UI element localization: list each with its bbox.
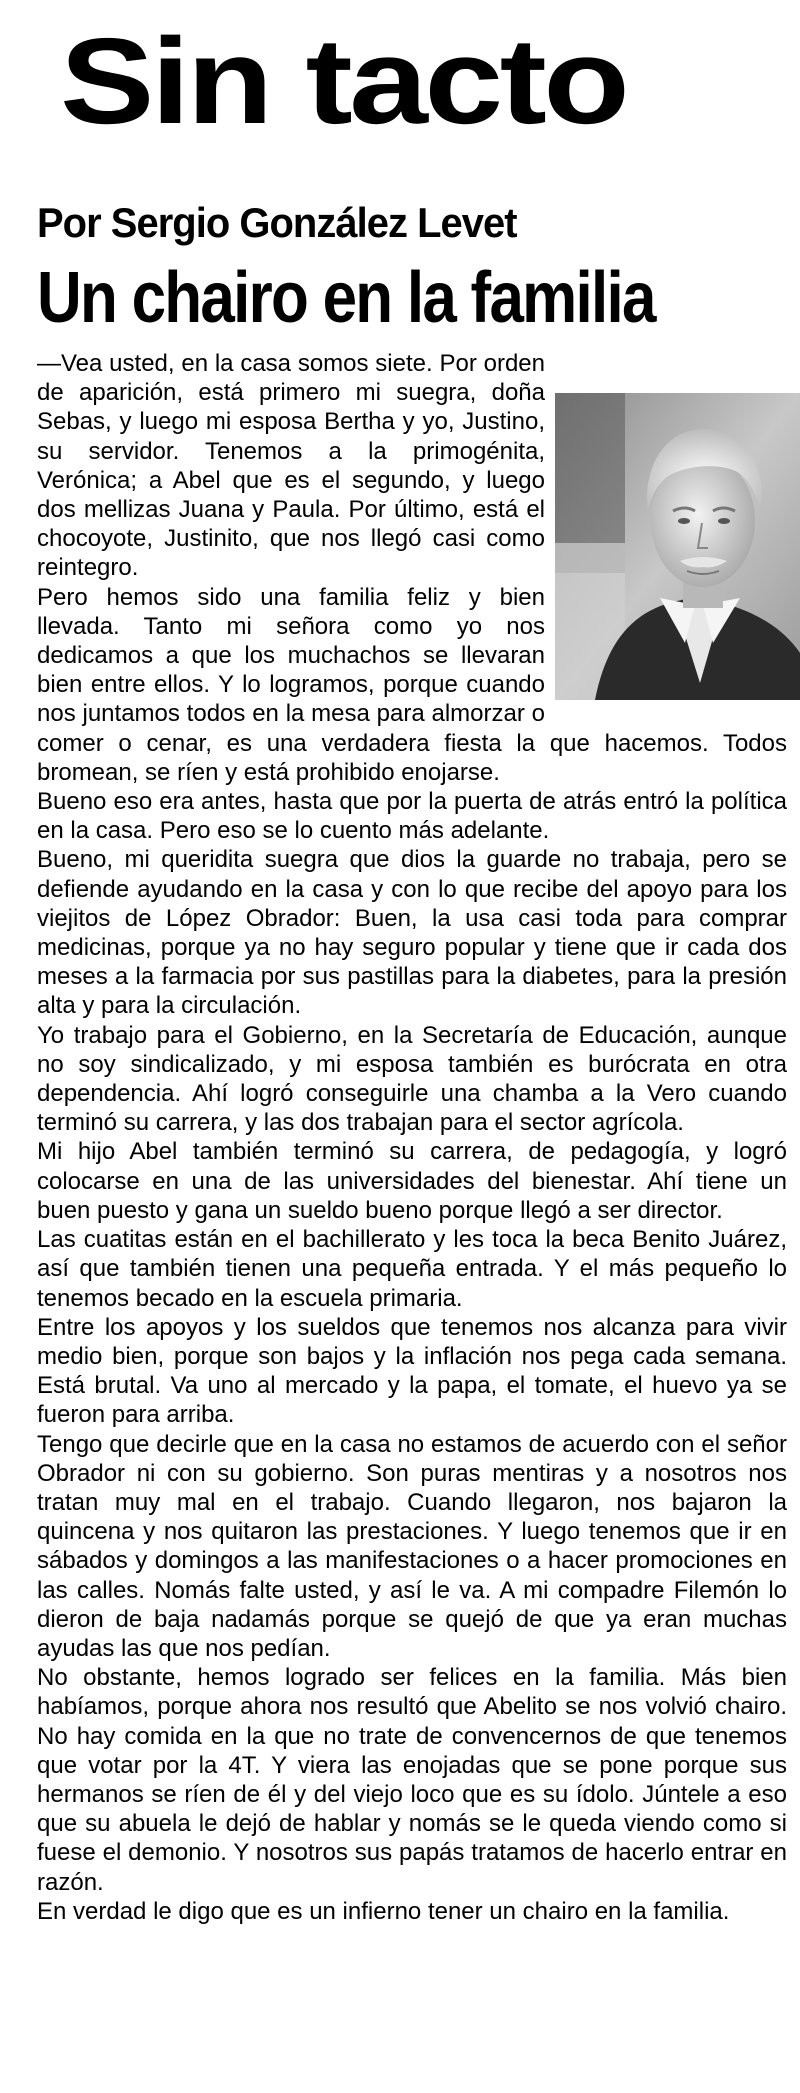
paragraph-11: En verdad le digo que es un infierno tener un chairo en la familia.	[37, 1897, 730, 1925]
paragraph-1: —Vea usted, en la casa somos siete. Por orden de aparición, está primero mi suegra, doña Sebas, y luego mi esposa Bertha y yo, Justino, su servidor. Tenemos a la primogénita, Verónica; a Abel que es el segundo, y luego dos mellizas Juana y Paula. Por último, está el chocoyote, Justinito, que nos llegó casi como reintegro.	[37, 350, 545, 582]
paragraph-2: Pero hemos sido una familia feliz y bien llevada. Tanto mi señora como yo nos dedicamos a que los muchachos se llevaran bien entre ellos. Y lo logramos, porque cuando nos juntamos todos en la mesa para almorzar o comer o cenar, es una verdadera fiesta la que hacemos. Todos bromean, se ríen y está prohibido enojarse.	[37, 583, 787, 786]
paragraph-3: Bueno eso era antes, hasta que por la puerta de atrás entró la política en la casa. Pero eso se lo cuento más adelante.	[37, 788, 787, 845]
byline: Por Sergio González Levet	[37, 199, 517, 246]
headline: Un chairo en la familia	[37, 258, 655, 338]
paragraph-9: Tengo que decirle que en la casa no estamos de acuerdo con el señor Obrador ni con su gobierno. Son puras mentiras y a nosotros nos tratan muy mal en el trabajo. Cuando llegaron, nos bajaron la quincena y nos quitaron las prestaciones. Y luego tenemos que ir en sábados y domingos a las manifestaciones o a hacer promociones en las calles. Nomás falte usted, y así le va. A mi compadre Filemón lo dieron de baja nadamás porque se quejó de que ya eran muchas ayudas las que nos pedían.	[37, 1430, 787, 1662]
paragraph-6: Mi hijo Abel también terminó su carrera, de pedagogía, y logró colocarse en una de las universidades del bienestar. Ahí tiene un buen puesto y gana un sueldo bueno porque llegó a ser director.	[37, 1138, 787, 1224]
paragraph-5: Yo trabajo para el Gobierno, en la Secretaría de Educación, aunque no soy sindicalizado, y mi esposa también es burócrata en otra dependencia. Ahí logró conseguirle una chamba a la Vero cuando terminó su carrera, y las dos trabajan para el sector agrícola.	[37, 1021, 787, 1137]
paragraph-4: Bueno, mi queridita suegra que dios la guarde no trabaja, pero se defiende ayudando en la casa y con lo que recibe del apoyo para los viejitos de López Obrador: Buen, la usa casi toda para comprar medicinas, porque ya no hay seguro popular y tiene que ir cada dos meses a la farmacia por sus pastillas para la diabetes, para la presión alta y para la circulación.	[37, 846, 787, 1020]
paragraph-7: Las cuatitas están en el bachillerato y les toca la beca Benito Juárez, así que también tienen una pequeña entrada. Y el más pequeño lo tenemos becado en la escuela primaria.	[37, 1226, 787, 1312]
column-title: Sin tacto	[60, 13, 627, 149]
paragraph-8: Entre los apoyos y los sueldos que tenemos nos alcanza para vivir medio bien, porque son bajos y la inflación nos pega cada semana. Está brutal. Va uno al mercado y la papa, el tomate, el huevo ya se fueron para arriba.	[37, 1313, 787, 1429]
article-body	[37, 349, 787, 1926]
paragraph-10: No obstante, hemos logrado ser felices en la familia. Más bien habíamos, porque ahora nos resultó que Abelito se nos volvió chairo. No hay comida en la que no trate de convencernos de que tenemos que votar por la 4T. Y viera las enojadas que se pone porque sus hermanos se ríen de él y del viejo loco que es su ídolo. Júntele a eso que su abuela le dejó de hablar y nomás se le queda viendo como si fuese el demonio. Y nosotros sus papás tratamos de hacerlo entrar en razón.	[37, 1664, 787, 1896]
